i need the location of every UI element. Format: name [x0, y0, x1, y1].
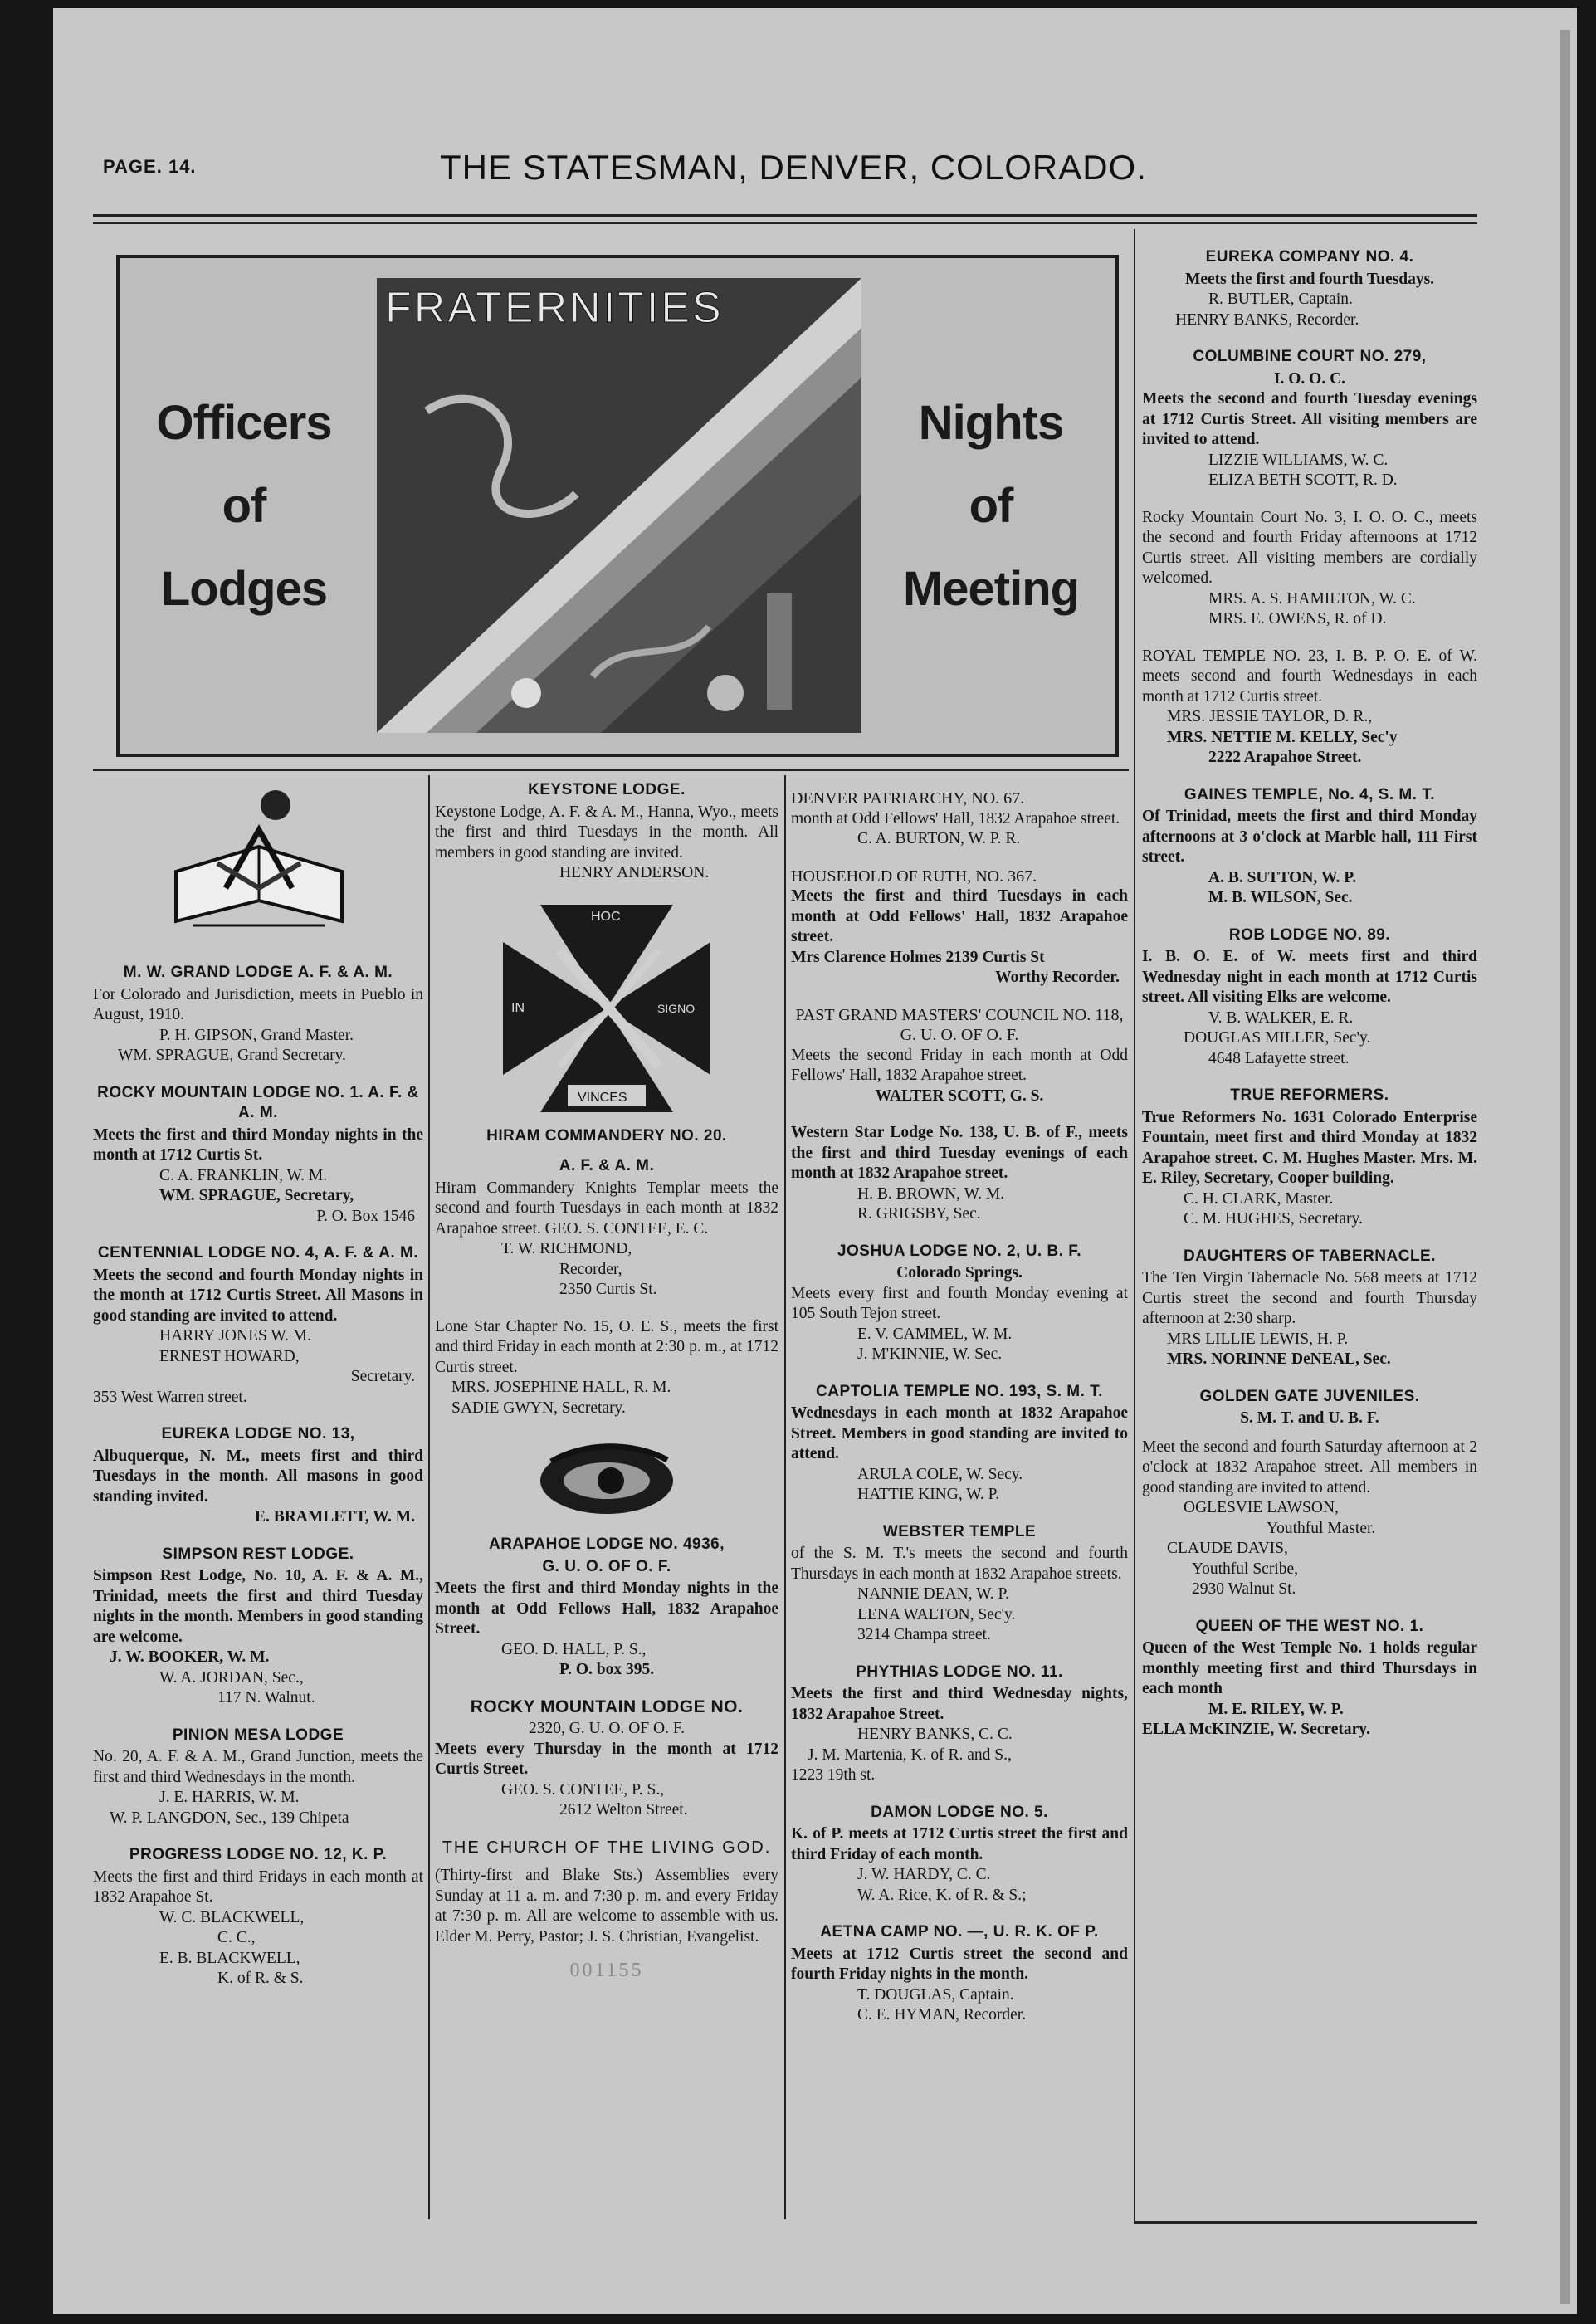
- listing-officer: ELLA McKINZIE, W. Secretary.: [1142, 1721, 1370, 1738]
- listing-officer: 2350 Curtis St.: [559, 1281, 657, 1298]
- eye-emblem: [435, 1435, 778, 1526]
- listing-officer: DOUGLAS MILLER, Sec'y.: [1184, 1029, 1371, 1047]
- listing-title: COLUMBINE COURT NO. 279,: [1193, 348, 1427, 365]
- listing-officer: MRS. NETTIE M. KELLY, Sec'y: [1167, 728, 1398, 746]
- emblem-motto-left: IN: [511, 1000, 525, 1015]
- banner-right-word: Nights: [918, 395, 1064, 450]
- listing-officer: NANNIE DEAN, W. P.: [857, 1585, 1010, 1603]
- banner-right-word: Meeting: [902, 561, 1080, 616]
- listing-title: CAPTOLIA TEMPLE NO. 193, S. M. T.: [816, 1382, 1103, 1400]
- column-2: [435, 780, 778, 1981]
- listing-keystone: [435, 780, 778, 884]
- listing-officer: E. BRAMLETT, W. M.: [254, 1508, 415, 1526]
- listing-officer: MRS. E. OWENS, R. of D.: [1208, 610, 1387, 627]
- all-seeing-eye-icon: [435, 1435, 778, 1526]
- listing-officer: MRS. JOSEPHINE HALL, R. M.: [451, 1379, 671, 1396]
- listing-subtitle: G. U. O. OF O. F.: [542, 1557, 671, 1575]
- listing-officer: J. M'KINNIE, W. Sec.: [857, 1345, 1003, 1363]
- listing-officer: 117 N. Walnut.: [217, 1689, 315, 1706]
- listing-text: Meets the first and third Fridays in each month at 1832 Arapahoe St.: [93, 1868, 423, 1906]
- banner-left-word: Lodges: [160, 561, 328, 616]
- listing-title: GAINES TEMPLE, No. 4, S. M. T.: [1184, 785, 1436, 803]
- listing-officer: C. A. BURTON, W. P. R.: [857, 830, 1021, 847]
- listing-damon: [791, 1803, 1128, 1907]
- listing-text: Simpson Rest Lodge, No. 10, A. F. & A. M., Trinidad, meets the first and third Tuesday nights in the month. Members in good standing are welcome.: [93, 1567, 423, 1646]
- listing-title: ARAPAHOE LODGE NO. 4936,: [488, 1536, 725, 1553]
- listing-officer: P. O. box 395.: [559, 1661, 655, 1678]
- listing-officer: WM. SPRAGUE, Secretary,: [159, 1187, 354, 1204]
- listing-title: ROCKY MOUNTAIN LODGE NO.: [470, 1697, 744, 1716]
- listing-officer: C. H. CLARK, Master.: [1184, 1189, 1334, 1208]
- listing-officer: LENA WALTON, Sec'y.: [857, 1605, 1016, 1623]
- emblem-motto-bottom: VINCES: [578, 1090, 627, 1105]
- listing-officer: J. W. HARDY, C. C.: [857, 1866, 991, 1883]
- emblem-motto-right: SIGNO: [657, 1001, 696, 1015]
- listing-western-star: [791, 1123, 1128, 1225]
- listing-officer: MRS. JESSIE TAYLOR, D. R.,: [1167, 708, 1373, 725]
- open-book-emblem: [93, 780, 423, 946]
- listing-phythias: [791, 1662, 1128, 1786]
- templar-cross-icon: [435, 901, 778, 1116]
- listing-text: Meet the second and fourth Saturday afternoon at 2 o'clock at 1832 Arapahoe street. All members in good standing are invited to attend.: [1142, 1438, 1477, 1496]
- listing-text: Meets the second and fourth Tuesday evenings at 1712 Curtis Street. All visiting members are invited to attend.: [1142, 390, 1477, 448]
- masthead-title: THE STATESMAN, DENVER, COLORADO.: [440, 148, 1147, 187]
- listing-officer: T. DOUGLAS, Captain.: [857, 1985, 1014, 2004]
- listing-officer: OGLESVIE LAWSON,: [1184, 1499, 1339, 1516]
- listing-title: GOLDEN GATE JUVENILES.: [1199, 1387, 1420, 1405]
- column-3: [791, 788, 1128, 2043]
- listing-household-of-ruth: [791, 867, 1128, 989]
- listing-title: THE CHURCH OF THE LIVING GOD.: [442, 1838, 772, 1857]
- listing-title: WEBSTER TEMPLE: [882, 1522, 1037, 1540]
- listing-officer: MRS. NORINNE DeNEAL, Sec.: [1167, 1350, 1391, 1368]
- listing-title: PAST GRAND MASTERS' COUNCIL NO. 118, G. U. O. OF O. F.: [795, 1005, 1124, 1044]
- listing-officer: R. BUTLER, Captain.: [1208, 290, 1353, 308]
- banner-art-title: FRATERNITIES: [385, 284, 724, 332]
- listing-officer: ELIZA BETH SCOTT, R. D.: [1208, 471, 1398, 489]
- listing-denver-patriarchy: [791, 788, 1128, 850]
- listing-daughters-of-tabernacle: [1142, 1247, 1477, 1370]
- listing-title: CENTENNIAL LODGE NO. 4, A. F. & A. M.: [97, 1244, 419, 1262]
- listing-rocky-mountain-court: [1142, 508, 1477, 630]
- listing-title: AETNA CAMP NO. —, U. R. K. OF P.: [820, 1923, 1099, 1941]
- listing-officer: HATTIE KING, W. P.: [857, 1486, 1000, 1503]
- listing-text: ROYAL TEMPLE NO. 23, I. B. P. O. E. of W. meets second and fourth Wednesdays in each month at 1712 Curtis street.: [1142, 647, 1477, 706]
- listing-officer: R. GRIGSBY, Sec.: [857, 1205, 981, 1223]
- listing-officer: M. B. WILSON, Sec.: [1208, 889, 1353, 906]
- listing-officer: WALTER SCOTT, G. S.: [875, 1086, 1044, 1105]
- listing-lone-star: [435, 1317, 778, 1419]
- listing-officer: MRS. A. S. HAMILTON, W. C.: [1208, 589, 1416, 608]
- listing-columbine-court: [1142, 347, 1477, 491]
- banner-illustration: [377, 278, 861, 733]
- listing-title: TRUE REFORMERS.: [1230, 1086, 1389, 1104]
- listing-officer: GEO. D. HALL, P. S.,: [501, 1640, 647, 1658]
- banner-left-word: of: [222, 478, 266, 533]
- listing-progress: [93, 1845, 423, 1990]
- emblem-motto-top: HOC: [591, 909, 621, 924]
- listing-subtitle: I. O. O. C.: [1273, 369, 1346, 388]
- listing-text: Meets at 1712 Curtis street the second and fourth Friday nights in the month.: [791, 1945, 1128, 1983]
- footer-rule: [1134, 2221, 1477, 2224]
- listing-officer: HENRY BANKS, C. C.: [857, 1726, 1013, 1743]
- listing-officer: ARULA COLE, W. Secy.: [857, 1465, 1023, 1483]
- banner-right-word: of: [969, 478, 1013, 533]
- listing-officer: Youthful Master.: [1267, 1519, 1376, 1537]
- listing-text: Meets the second and fourth Monday nights in the month at 1712 Curtis Street. All Masons in good standing are invited to attend.: [93, 1266, 423, 1325]
- listing-text: Meets the first and third Wednesday nights, 1832 Arapahoe Street.: [791, 1685, 1128, 1723]
- listing-rob-lodge: [1142, 925, 1477, 1070]
- listing-officer: T. W. RICHMOND,: [501, 1240, 632, 1257]
- listing-officer: W. A. JORDAN, Sec.,: [159, 1668, 304, 1687]
- listing-centennial: [93, 1243, 423, 1408]
- listing-grand-lodge: [93, 963, 423, 1067]
- listing-officer: Youthful Scribe,: [1192, 1560, 1299, 1578]
- listing-subtitle: Colorado Springs.: [896, 1264, 1023, 1282]
- listing-officer: Secretary.: [350, 1368, 415, 1385]
- listing-officer: C. M. HUGHES, Secretary.: [1184, 1210, 1363, 1228]
- listing-title: KEYSTONE LODGE.: [528, 781, 686, 798]
- listing-text: Western Star Lodge No. 138, U. B. of F., meets the first and third Tuesday evenings of each month at 1832 Arapahoe street.: [791, 1124, 1128, 1182]
- listing-joshua: [791, 1242, 1128, 1365]
- listing-text: The Ten Virgin Tabernacle No. 568 meets at 1712 Curtis street the second and fourth Thursday afternoon at 2:30 sharp.: [1142, 1269, 1477, 1327]
- listing-hiram: [435, 1126, 778, 1301]
- listing-title: PROGRESS LODGE NO. 12, K. P.: [129, 1846, 388, 1863]
- listing-officer: W. P. LANGDON, Sec., 139 Chipeta: [110, 1809, 349, 1827]
- listing-webster: [791, 1522, 1128, 1646]
- listing-text: Meets the first and third Monday nights in the month at 1712 Curtis St.: [93, 1125, 423, 1164]
- column-4: [1142, 247, 1477, 1757]
- listing-address: 353 West Warren street.: [93, 1388, 247, 1406]
- listing-title: HIRAM COMMANDERY NO. 20.: [486, 1126, 727, 1145]
- listing-simpson-rest: [93, 1545, 423, 1709]
- listing-subtitle: S. M. T. and U. B. F.: [1240, 1409, 1379, 1427]
- listing-title: JOSHUA LODGE NO. 2, U. B. F.: [837, 1242, 1082, 1260]
- archive-stamp: 001155: [569, 1960, 644, 1981]
- listing-text: Meets the second Friday in each month at Odd Fellows' Hall, 1832 Arapahoe street.: [791, 1046, 1128, 1084]
- listing-queen-of-the-west: [1142, 1617, 1477, 1741]
- listing-address: 4648 Lafayette street.: [1208, 1049, 1350, 1067]
- listing-text: Meets the first and third Tuesdays in each month at Odd Fellows' Hall, 1832 Arapahoe street.: [791, 887, 1128, 945]
- listing-officer: C. A. FRANKLIN, W. M.: [159, 1166, 328, 1184]
- listing-officer: W. C. BLACKWELL,: [159, 1908, 305, 1926]
- listing-officer: E. V. CAMMEL, W. M.: [857, 1325, 1013, 1343]
- listing-officer: A. B. SUTTON, W. P.: [1208, 868, 1357, 886]
- listing-text: Lone Star Chapter No. 15, O. E. S., meets the first and third Friday in each month at 2:30 p. m., at 1712 Curtis street.: [435, 1317, 778, 1376]
- listing-golden-gate-juveniles: [1142, 1387, 1477, 1600]
- listing-officer: J. M. Martenia, K. of R. and S.,: [808, 1745, 1012, 1764]
- listing-subtitle: A. F. & A. M.: [559, 1157, 655, 1174]
- listing-text: Keystone Lodge, A. F. & A. M., Hanna, Wyo., meets the first and third Tuesdays in the month. All members in good standing are invited.: [435, 803, 778, 862]
- listing-address: 3214 Champa street.: [857, 1626, 991, 1643]
- listing-officer: J. E. HARRIS, W. M.: [159, 1789, 300, 1806]
- listing-title: M. W. GRAND LODGE A. F. & A. M.: [123, 964, 393, 981]
- listing-address: 2222 Arapahoe Street.: [1208, 749, 1362, 766]
- listing-pinion-mesa: [93, 1726, 423, 1829]
- listing-text: I. B. O. E. of W. meets first and third Wednesday night in each month at 1712 Curtis street. All visiting Elks are welcome.: [1142, 948, 1477, 1006]
- listing-officer: H. B. BROWN, W. M.: [857, 1184, 1005, 1203]
- fraternities-banner: [116, 255, 1119, 757]
- listing-officer: CLAUDE DAVIS,: [1167, 1540, 1288, 1557]
- listing-text: (Thirty-first and Blake Sts.) Assemblies every Sunday at 11 a. m. and 7:30 p. m. and every Friday at 7:30 p. m. All are welcome to assemble with us. Elder M. Perry, Pastor; J. S. Christian, Evangelist.: [435, 1867, 778, 1946]
- listing-officer: C. C.,: [217, 1929, 256, 1946]
- listing-officer: M. E. RILEY, W. P.: [1208, 1700, 1344, 1718]
- listing-officer: E. B. BLACKWELL,: [159, 1949, 300, 1967]
- column-rule: [428, 775, 430, 2219]
- listing-text: Meets every Thursday in the month at 1712 Curtis Street.: [435, 1740, 778, 1778]
- listing-title: EUREKA LODGE NO. 13,: [161, 1425, 355, 1443]
- listing-officer: C. E. HYMAN, Recorder.: [857, 2006, 1027, 2024]
- banner-bottom-rule: [93, 769, 1129, 771]
- listing-title: DENVER PATRIARCHY, NO. 67.: [791, 789, 1025, 808]
- listing-officer: K. of R. & S.: [217, 1970, 304, 1987]
- header-rule: [93, 214, 1477, 217]
- listing-officer: 2612 Welton Street.: [559, 1801, 688, 1819]
- page-edge: [1560, 30, 1570, 2304]
- listing-aetna-camp: [791, 1922, 1128, 2026]
- listing-officer: Mrs Clarence Holmes 2139 Curtis St: [791, 948, 1045, 966]
- listing-text: True Reformers No. 1631 Colorado Enterprise Fountain, meet first and third Monday at 1832 Arapahoe street. C. M. Hughes Master. Mrs. M. E. Riley, Secretary, Cooper building.: [1142, 1108, 1477, 1187]
- listing-title: QUEEN OF THE WEST NO. 1.: [1195, 1617, 1424, 1635]
- listing-text: Queen of the West Temple No. 1 holds regular monthly meeting first and third Thursdays in each month: [1142, 1639, 1477, 1697]
- listing-text: Meets every first and fourth Monday evening at 105 South Tejon street.: [791, 1284, 1128, 1322]
- page-number: PAGE. 14.: [103, 156, 197, 177]
- banner-left-text: [120, 258, 368, 754]
- banner-illustration-svg: [377, 278, 861, 733]
- listing-title: ROCKY MOUNTAIN LODGE NO. 1. A. F. & A. M.: [97, 1083, 419, 1121]
- column-1: [93, 780, 423, 2006]
- column-rule: [1134, 229, 1135, 2221]
- listing-title: ROB LODGE NO. 89.: [1228, 925, 1391, 944]
- listing-officer: LIZZIE WILLIAMS, W. C.: [1208, 451, 1389, 469]
- listing-title: PINION MESA LODGE: [172, 1726, 344, 1744]
- listing-eureka-company: [1142, 247, 1477, 330]
- listing-text: Meets the first and fourth Tuesdays.: [1184, 270, 1435, 288]
- listing-text: No. 20, A. F. & A. M., Grand Junction, meets the first and third Wednesdays in the month.: [93, 1748, 423, 1786]
- listing-title: DAUGHTERS OF TABERNACLE.: [1183, 1247, 1437, 1265]
- listing-text: month at Odd Fellows' Hall, 1832 Arapahoe street.: [791, 809, 1120, 828]
- listing-text: Rocky Mountain Court No. 3, I. O. O. C., meets the second and fourth Friday afternoons at 1712 Curtis street. All visiting members are cordially welcomed.: [1142, 508, 1477, 587]
- listing-officer: HARRY JONES W. M.: [159, 1327, 311, 1345]
- header-rule-thin: [93, 222, 1477, 224]
- listing-officer: SADIE GWYN, Secretary.: [451, 1399, 626, 1417]
- listing-captolia: [791, 1382, 1128, 1506]
- listing-gaines-temple: [1142, 785, 1477, 909]
- listing-eureka-13: [93, 1424, 423, 1528]
- listing-text: Hiram Commandery Knights Templar meets the second and fourth Tuesdays in each month at 1832 Arapahoe street. GEO. S. CONTEE, E. C.: [435, 1179, 778, 1238]
- listing-officer: P. O. Box 1546: [316, 1207, 415, 1225]
- banner-right-text: [866, 258, 1115, 754]
- banner-left-word: Officers: [156, 395, 332, 450]
- listing-text: For Colorado and Jurisdiction, meets in Pueblo in August, 1910.: [93, 985, 423, 1023]
- listing-text: K. of P. meets at 1712 Curtis street the first and third Friday of each month.: [791, 1825, 1128, 1863]
- listing-royal-temple: [1142, 647, 1477, 769]
- listing-rocky-mountain-2: [435, 1697, 778, 1821]
- listing-officer: J. W. BOOKER, W. M.: [110, 1648, 270, 1666]
- listing-text: Albuquerque, N. M., meets first and third Tuesdays in the month. All masons in good standing invited.: [93, 1447, 423, 1506]
- listing-officer: V. B. WALKER, E. R.: [1208, 1008, 1354, 1027]
- listing-address: 2930 Walnut St.: [1192, 1580, 1296, 1598]
- listing-officer: W. A. Rice, K. of R. & S.;: [857, 1886, 1027, 1904]
- listing-address: 1223 19th st.: [791, 1766, 876, 1784]
- listing-officer: HENRY ANDERSON.: [559, 864, 710, 881]
- listing-text: of the S. M. T.'s meets the second and fourth Thursdays in each month at 1832 Arapahoe streets.: [791, 1545, 1128, 1583]
- column-rule: [784, 775, 786, 2219]
- listing-title: EUREKA COMPANY NO. 4.: [1205, 248, 1414, 266]
- listing-officer: GEO. S. CONTEE, P. S.,: [501, 1780, 665, 1799]
- listing-text: Of Trinidad, meets the first and third Monday afternoons at 3 o'clock at Marble hall, 111 First street.: [1142, 808, 1477, 866]
- templar-cross-emblem: [435, 901, 778, 1116]
- listing-officer: Worthy Recorder.: [995, 969, 1120, 986]
- listing-officer: ERNEST HOWARD,: [159, 1347, 300, 1365]
- listing-text: Meets the first and third Monday nights in the month at Odd Fellows Hall, 1832 Arapahoe Street.: [435, 1579, 778, 1638]
- listing-officer: Recorder,: [559, 1260, 622, 1278]
- listing-true-reformers: [1142, 1086, 1477, 1230]
- listing-subtitle: 2320, G. U. O. OF O. F.: [528, 1720, 686, 1737]
- listing-officer: P. H. GIPSON, Grand Master.: [159, 1026, 354, 1044]
- listing-officer: MRS LILLIE LEWIS, H. P.: [1167, 1330, 1349, 1348]
- listing-title: SIMPSON REST LODGE.: [162, 1545, 354, 1563]
- listing-past-grand-masters: [791, 1005, 1128, 1107]
- listing-church: [435, 1838, 778, 1948]
- listing-rocky-mountain-1: [93, 1083, 423, 1228]
- listing-officer: HENRY BANKS, Recorder.: [1175, 310, 1359, 329]
- listing-arapahoe: [435, 1535, 778, 1681]
- listing-title: DAMON LODGE NO. 5.: [871, 1803, 1048, 1821]
- listing-title: PHYTHIAS LODGE NO. 11.: [856, 1662, 1063, 1681]
- listing-text: Wednesdays in each month at 1832 Arapahoe Street. Members in good standing are invited to attend.: [791, 1404, 1128, 1462]
- listing-officer: WM. SPRAGUE, Grand Secretary.: [118, 1047, 346, 1064]
- bible-square-compass-icon: [93, 780, 423, 946]
- listing-title: HOUSEHOLD OF RUTH, NO. 367.: [791, 867, 1037, 886]
